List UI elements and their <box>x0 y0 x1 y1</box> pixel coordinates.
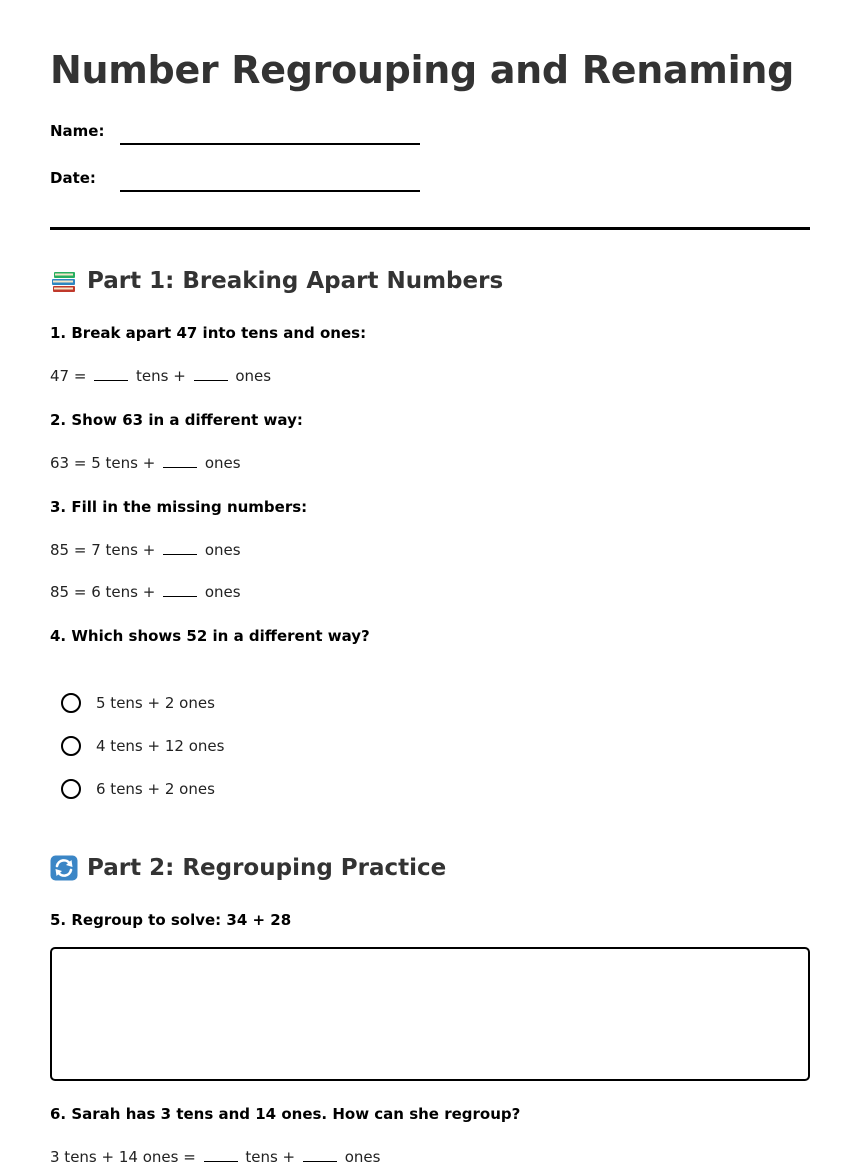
question-6: 6. Sarah has 3 tens and 14 ones. How can she regroup? <box>50 1105 521 1123</box>
q3-line1-blank[interactable] <box>163 540 197 555</box>
date-field[interactable] <box>120 190 420 192</box>
q2-ones-blank[interactable] <box>163 453 197 468</box>
question-1: 1. Break apart 47 into tens and ones: <box>50 324 367 342</box>
option-label: 4 tens + 12 ones <box>96 737 225 755</box>
question-4: 4. Which shows 52 in a different way? <box>50 627 370 645</box>
q6-suffix: ones <box>344 1148 381 1166</box>
part2-heading <box>50 855 446 881</box>
name-label: Name: <box>50 122 105 140</box>
part1-heading-text: Part 1: Breaking Apart Numbers <box>87 268 504 294</box>
question-4-options <box>61 690 224 802</box>
question-1-answer-line <box>50 366 271 385</box>
option-label: 5 tens + 2 ones <box>96 694 215 712</box>
q6-ones-blank[interactable] <box>303 1147 337 1162</box>
q3-line2-suffix: ones <box>204 583 241 601</box>
question-2-answer-line <box>50 453 241 472</box>
name-field[interactable] <box>120 143 420 145</box>
q2-suffix: ones <box>204 454 241 472</box>
q1-suffix: ones <box>235 367 272 385</box>
q2-prefix: 63 = 5 tens + <box>50 454 156 472</box>
radio-button[interactable] <box>61 736 81 756</box>
q1-tens-blank[interactable] <box>94 366 128 381</box>
question-5: 5. Regroup to solve: 34 + 28 <box>50 911 292 929</box>
date-label: Date: <box>50 169 96 187</box>
q6-prefix: 3 tens + 14 ones = <box>50 1148 196 1166</box>
q6-middle: tens + <box>245 1148 296 1166</box>
q3-line1-suffix: ones <box>204 541 241 559</box>
q3-line1-prefix: 85 = 7 tens + <box>50 541 156 559</box>
option-choice[interactable] <box>61 776 224 802</box>
question-6-answer-line <box>50 1147 380 1166</box>
q3-line2-prefix: 85 = 6 tens + <box>50 583 156 601</box>
part1-heading <box>50 268 503 294</box>
header-divider <box>50 227 810 230</box>
question-5-answer-box[interactable] <box>50 947 810 1081</box>
question-3-answer-line-1 <box>50 540 241 559</box>
question-3-answer-line-2 <box>50 582 241 601</box>
worksheet-title: Number Regrouping and Renaming <box>50 48 794 92</box>
radio-button[interactable] <box>61 693 81 713</box>
radio-button[interactable] <box>61 779 81 799</box>
q3-line2-blank[interactable] <box>163 582 197 597</box>
option-choice[interactable] <box>61 690 224 716</box>
q1-prefix: 47 = <box>50 367 87 385</box>
q1-ones-blank[interactable] <box>194 366 228 381</box>
option-label: 6 tens + 2 ones <box>96 780 215 798</box>
part2-heading-text: Part 2: Regrouping Practice <box>87 855 447 881</box>
cycle-arrows-icon <box>50 855 78 881</box>
books-icon <box>50 268 78 294</box>
question-2: 2. Show 63 in a different way: <box>50 411 303 429</box>
q1-middle: tens + <box>136 367 186 385</box>
option-choice[interactable] <box>61 733 224 759</box>
question-3: 3. Fill in the missing numbers: <box>50 498 308 516</box>
q6-tens-blank[interactable] <box>204 1147 238 1162</box>
